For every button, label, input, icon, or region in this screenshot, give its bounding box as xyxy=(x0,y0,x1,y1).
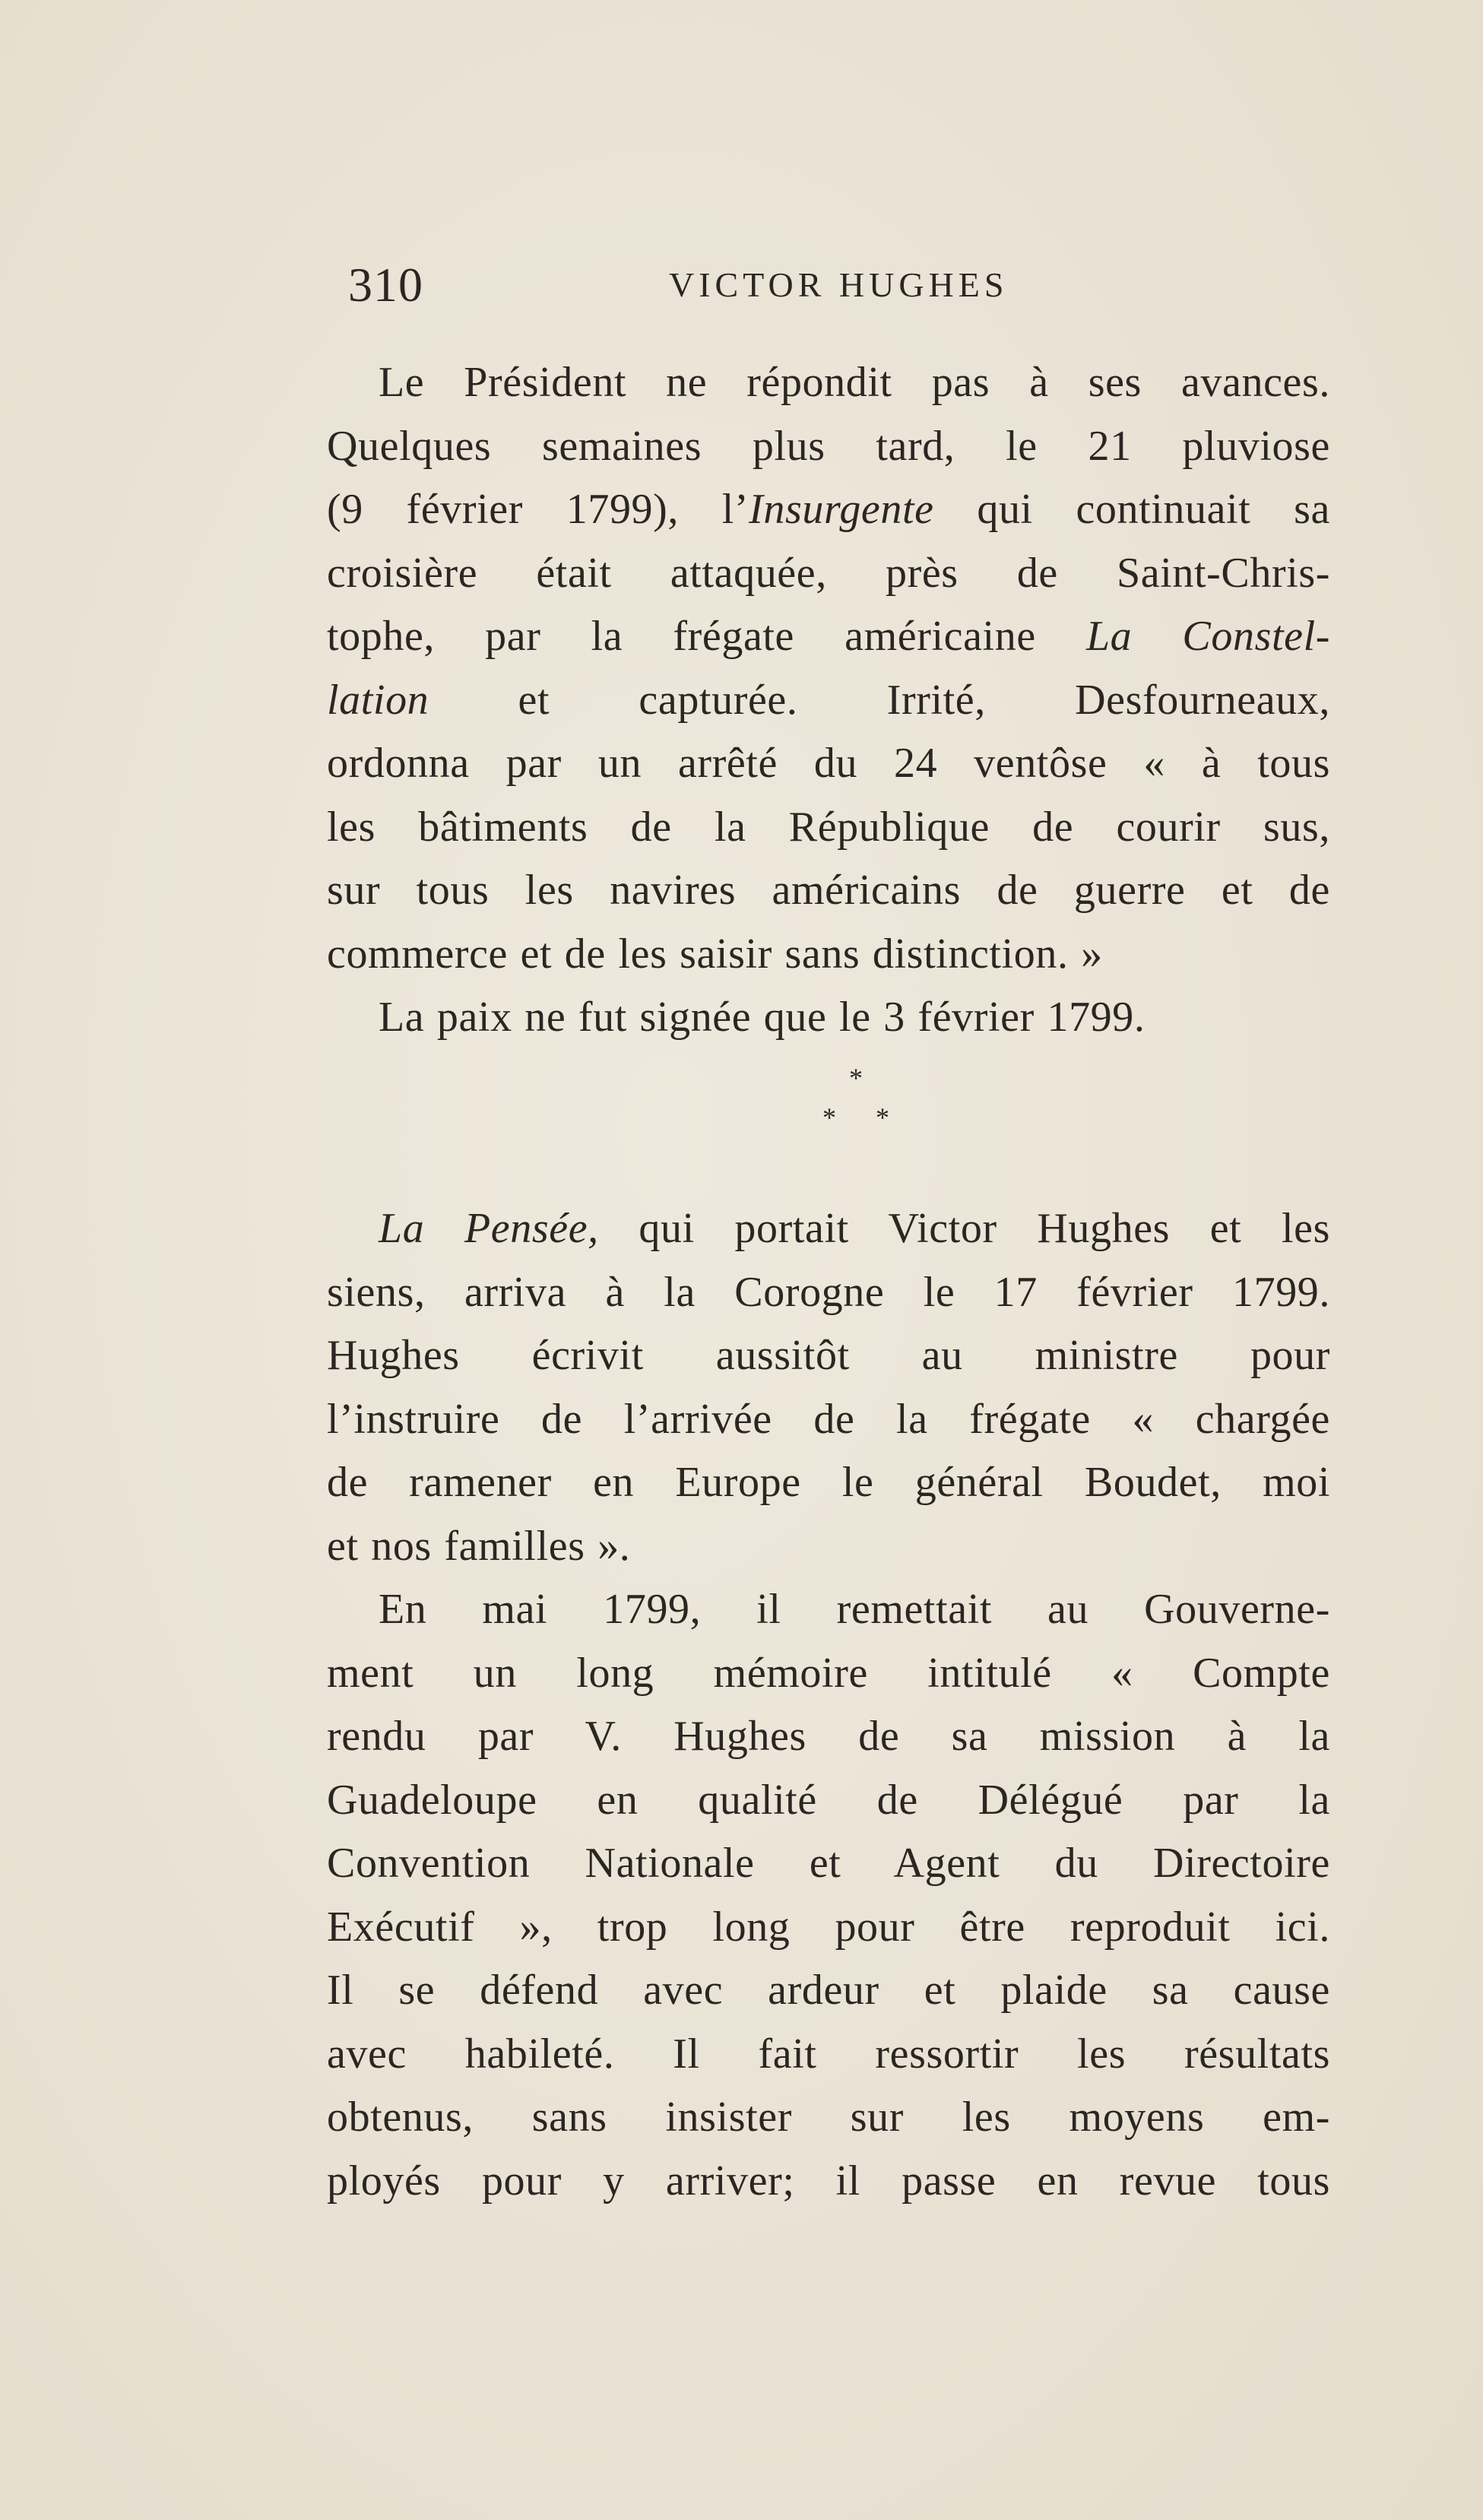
text-line: Le Président ne répondit pas à ses avances. xyxy=(379,359,1330,406)
text-line: En mai 1799, il remettait au Gouverne- xyxy=(379,1586,1330,1633)
text-line: Guadeloupe en qualité de Délégué par la xyxy=(327,1776,1330,1824)
running-title: VICTOR HUGHES xyxy=(669,265,1009,304)
ship-name-pensee: La Pensée, xyxy=(379,1205,599,1252)
text-line: La paix ne fut signée que le 3 février 1799. xyxy=(379,994,1146,1041)
ship-name-constellation: La Constel- xyxy=(1085,613,1331,660)
asterism-star: * xyxy=(822,1102,836,1133)
text-line: commerce et de les saisir sans distinction. » xyxy=(327,930,1103,978)
text-line: (9 février 1799), l’Insurgente qui continuait sa xyxy=(327,486,1331,533)
text-line: La Pensée, qui portait Victor Hughes et les xyxy=(379,1205,1330,1252)
text-line: Il se défend avec ardeur et plaide sa cause xyxy=(327,1967,1330,2014)
text-line: Quelques semaines plus tard, le 21 pluviose xyxy=(327,422,1330,470)
text-line: Hughes écrivit aussitôt au ministre pour xyxy=(327,1332,1330,1379)
section-asterism xyxy=(0,1064,1483,1148)
text-line: ordonna par un arrêté du 24 ventôse « à tous xyxy=(327,740,1330,787)
text-line: l’instruire de l’arrivée de la frégate « chargée xyxy=(327,1395,1330,1443)
text-line: les bâtiments de la République de courir sus, xyxy=(327,803,1330,851)
running-header xyxy=(0,251,1483,319)
text-line: croisière était attaquée, près de Saint-Chris- xyxy=(327,549,1330,597)
paragraph-block-2 xyxy=(327,1197,1330,2213)
asterism-star: * xyxy=(876,1102,889,1133)
text-line: et nos familles ». xyxy=(327,1522,631,1570)
ship-name-insurgente: Insurgente xyxy=(749,486,934,533)
text-line: ment un long mémoire intitulé « Compte xyxy=(327,1649,1330,1697)
text-line: siens, arriva à la Corogne le 17 février 1799. xyxy=(327,1268,1330,1316)
text-line: ployés pour y arriver; il passe en revue tous xyxy=(327,2157,1330,2205)
text-line: obtenus, sans insister sur les moyens em- xyxy=(327,2094,1330,2141)
text-line: rendu par V. Hughes de sa mission à la xyxy=(327,1713,1330,1760)
text-line: avec habileté. Il fait ressortir les résultats xyxy=(327,2030,1330,2078)
text-line: de ramener en Europe le général Boudet, moi xyxy=(327,1459,1330,1506)
text-line: sur tous les navires américains de guerre et de xyxy=(327,867,1330,914)
text-line: tophe, par la frégate américaine La Constel- xyxy=(327,613,1331,660)
ship-name-constellation-cont: lation xyxy=(327,676,429,724)
page-number: 310 xyxy=(348,258,423,312)
text-line: Exécutif », trop long pour être reproduit ici. xyxy=(327,1903,1330,1951)
text-line: lation et capturée. Irrité, Desfourneaux, xyxy=(327,676,1330,724)
asterism-star: * xyxy=(849,1063,863,1093)
text-line: Convention Nationale et Agent du Directoire xyxy=(327,1840,1330,1887)
paragraph-block-1 xyxy=(327,351,1330,1050)
